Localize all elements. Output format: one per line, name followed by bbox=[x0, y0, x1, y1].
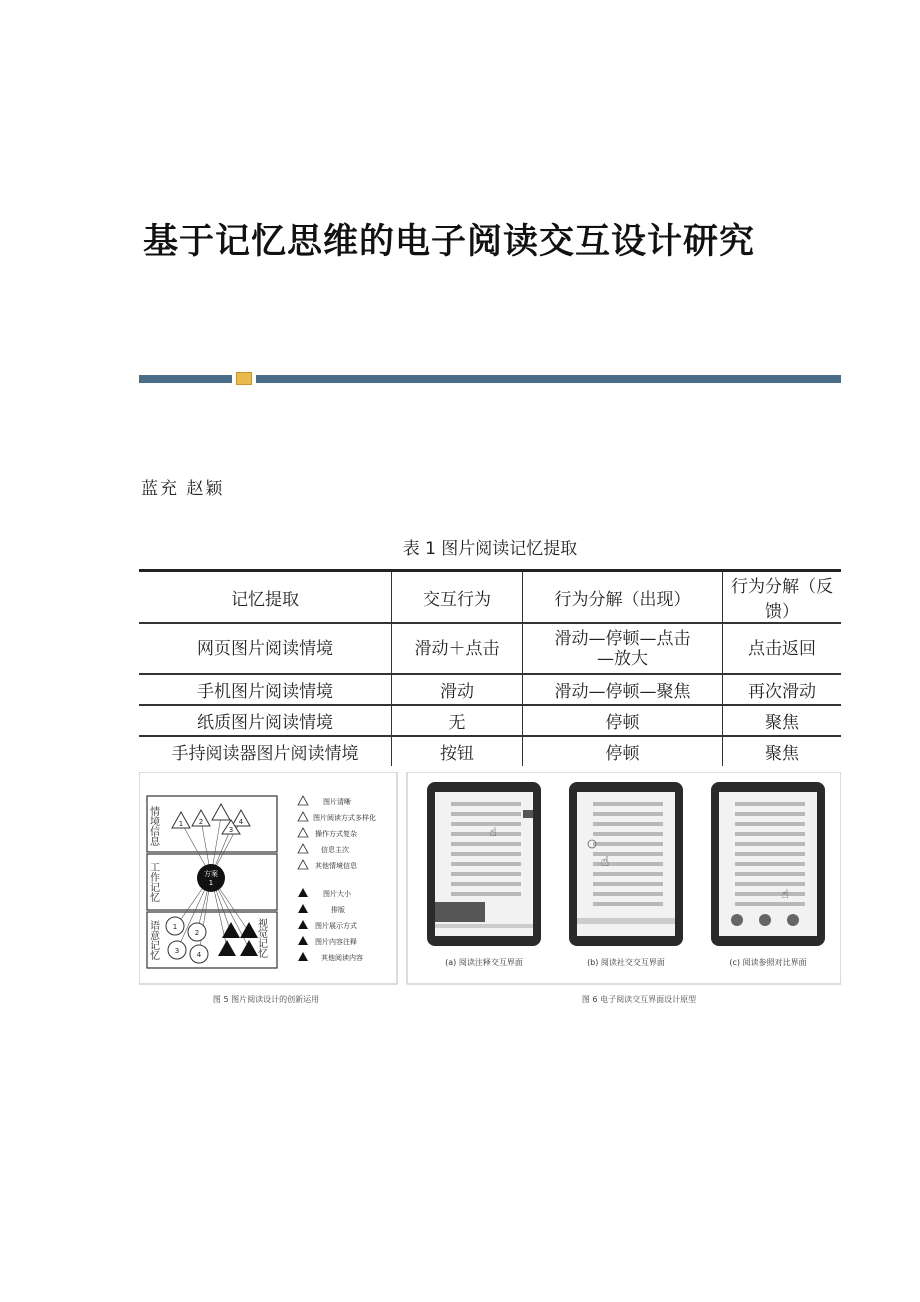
panel-caption-c: (c) 阅读参照对比界面 bbox=[729, 958, 807, 967]
table-row bbox=[139, 674, 841, 705]
table-cell: 滑动＋点击 bbox=[392, 623, 523, 674]
svg-text:4: 4 bbox=[238, 818, 244, 826]
legend-item: 图片清晰 bbox=[323, 798, 351, 806]
paper-title: 基于记忆思维的电子阅读交互设计研究 bbox=[143, 221, 756, 262]
svg-text:☝: ☝ bbox=[489, 825, 497, 839]
title-divider-left bbox=[139, 375, 232, 383]
legend-item: 图片展示方式 bbox=[315, 922, 357, 930]
table-row bbox=[139, 736, 841, 766]
tablet-b bbox=[569, 782, 683, 946]
svg-text:2: 2 bbox=[198, 818, 204, 826]
section-label-visual: 视觉记忆 bbox=[255, 918, 267, 958]
legend-item: 其他情境信息 bbox=[315, 862, 357, 870]
table-header-cell: 交互行为 bbox=[392, 571, 523, 624]
figure-6-prototypes bbox=[407, 772, 841, 984]
memory-extraction-table bbox=[139, 569, 841, 766]
table-cell: 聚焦 bbox=[723, 705, 842, 736]
table-header-cell: 行为分解（反馈） bbox=[723, 571, 842, 624]
panel-caption-a: (a) 阅读注释交互界面 bbox=[445, 958, 523, 967]
table-row bbox=[139, 705, 841, 736]
table-cell: 滑动—停顿—点击 —放大 bbox=[523, 623, 723, 674]
svg-text:3: 3 bbox=[228, 826, 234, 834]
section-label-situation: 情境信息 bbox=[147, 806, 159, 846]
legend-item: 信息主次 bbox=[321, 846, 349, 854]
section-label-semantic: 语意记忆 bbox=[147, 920, 159, 960]
divider-ornament-icon bbox=[236, 372, 252, 385]
legend-item: 其他阅读内容 bbox=[321, 954, 363, 962]
legend-item: 操作方式复杂 bbox=[315, 830, 357, 838]
table-cell: 手机图片阅读情境 bbox=[139, 674, 392, 705]
figure-5-caption: 图 5 图片阅读设计的创新运用 bbox=[212, 995, 320, 1004]
tablet-a bbox=[427, 782, 541, 946]
table-cell: 再次滑动 bbox=[723, 674, 842, 705]
figure-6-caption: 图 6 电子阅读交互界面设计原型 bbox=[581, 995, 697, 1004]
svg-text:2: 2 bbox=[194, 929, 200, 937]
table-cell: 聚焦 bbox=[723, 736, 842, 766]
table-cell: 滑动 bbox=[392, 674, 523, 705]
center-node-label: 方案 bbox=[204, 870, 218, 878]
table-header-cell: 记忆提取 bbox=[139, 571, 392, 624]
legend-item: 图片阅读方式多样化 bbox=[313, 814, 376, 822]
figures-5-6 bbox=[139, 772, 841, 1012]
svg-text:1: 1 bbox=[178, 820, 184, 828]
figure-5-diagram bbox=[139, 772, 397, 984]
legend-item: 图片内容注释 bbox=[315, 938, 357, 946]
table-cell: 停顿 bbox=[523, 705, 723, 736]
authors: 蓝充 赵颖 bbox=[141, 479, 225, 499]
svg-text:4: 4 bbox=[196, 951, 202, 959]
svg-text:☝: ☝ bbox=[600, 854, 610, 870]
table-row bbox=[139, 623, 841, 674]
table-cell: 网页图片阅读情境 bbox=[139, 623, 392, 674]
table-cell: 按钮 bbox=[392, 736, 523, 766]
panel-caption-b: (b) 阅读社交交互界面 bbox=[587, 958, 665, 967]
table-cell: 纸质图片阅读情境 bbox=[139, 705, 392, 736]
table-cell: 无 bbox=[392, 705, 523, 736]
svg-text:3: 3 bbox=[174, 947, 180, 955]
title-divider-right bbox=[256, 375, 841, 383]
legend-item: 图片大小 bbox=[323, 890, 351, 898]
svg-text:1: 1 bbox=[172, 923, 178, 931]
table-header-cell: 行为分解（出现） bbox=[523, 571, 723, 624]
svg-text:☝: ☝ bbox=[781, 887, 789, 901]
table-cell: 滑动—停顿—聚焦 bbox=[523, 674, 723, 705]
svg-text:1: 1 bbox=[208, 879, 214, 887]
section-label-working: 工作记忆 bbox=[147, 862, 159, 902]
table-cell: 手持阅读器图片阅读情境 bbox=[171, 744, 359, 764]
table-caption: 表 1 图片阅读记忆提取 bbox=[402, 539, 578, 559]
legend-item: 排版 bbox=[331, 906, 345, 914]
table-cell: 停顿 bbox=[523, 736, 723, 766]
table-cell: 点击返回 bbox=[723, 623, 842, 674]
tablet-c bbox=[711, 782, 825, 946]
